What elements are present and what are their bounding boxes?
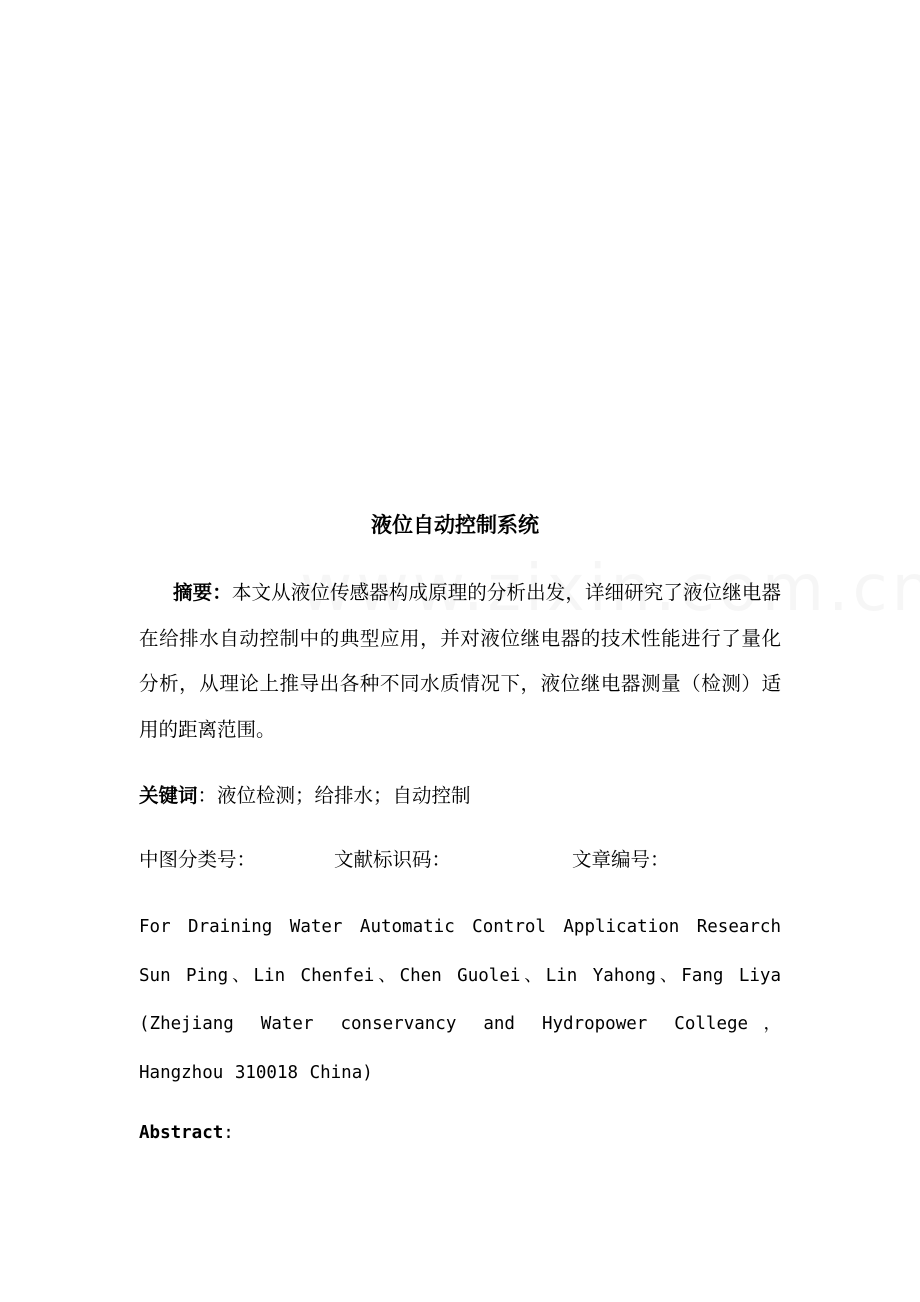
article-number-label: 文章编号： xyxy=(572,848,670,871)
chinese-abstract xyxy=(139,570,781,752)
english-title-authors: For Draining Water Automatic Control Application Research Sun Ping、Lin Chenfei、Chen Guolei、Lin Yahong、Fang Liya (Zhejiang Water conservancy and Hydropower College， Hangzhou 310018 China) xyxy=(139,917,781,1083)
abstract-label: 摘要： xyxy=(173,581,232,604)
abstract-text: 本文从液位传感器构成原理的分析出发，详细研究了液位继电器在给排水自动控制中的典型应用，并对液位继电器的技术性能进行了量化分析，从理论上推导出各种不同水质情况下，液位继电器测量（检测）适用的距离范围。 xyxy=(139,581,781,741)
keywords-line xyxy=(139,778,781,814)
document-code-label: 文献标识码： xyxy=(334,848,452,871)
keywords-label: 关键词 xyxy=(139,784,198,807)
keywords-text: ：液位检测；给排水；自动控制 xyxy=(197,784,471,807)
document-title: 液位自动控制系统 xyxy=(371,513,539,537)
english-abstract-colon: : xyxy=(223,1123,234,1143)
clc-number-label: 中图分类号： xyxy=(139,848,257,871)
english-abstract-label: Abstract xyxy=(139,1123,224,1143)
english-abstract-line xyxy=(139,1115,234,1151)
